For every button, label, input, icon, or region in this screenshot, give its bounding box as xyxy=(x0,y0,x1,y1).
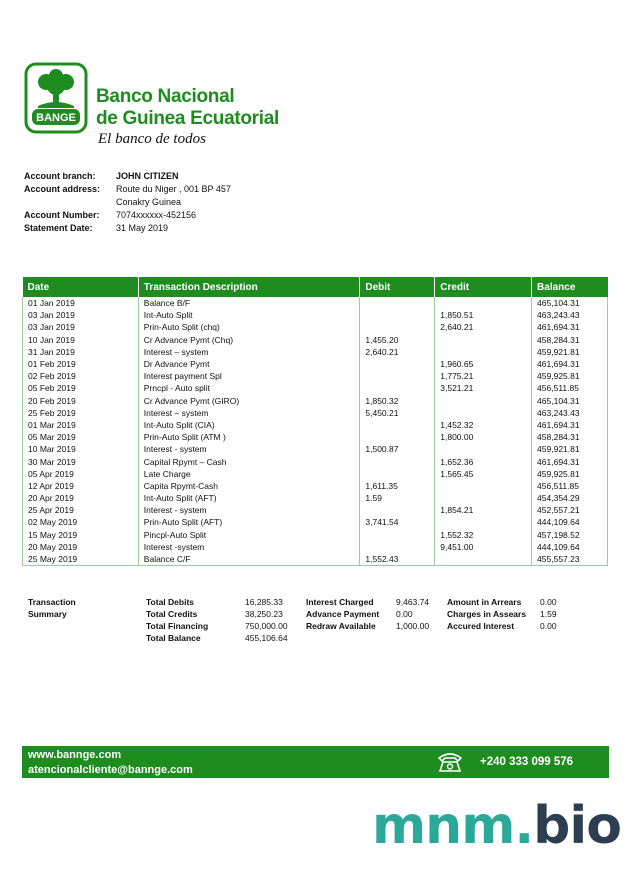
cell-debit xyxy=(360,419,435,431)
table-row xyxy=(23,309,608,321)
cell-debit xyxy=(360,431,435,443)
watermark-part2: bio xyxy=(533,796,621,856)
cell-balance: 459,925.81 xyxy=(532,468,608,480)
cell-credit: 9,451.00 xyxy=(435,541,532,553)
cell-date: 25 May 2019 xyxy=(23,553,139,566)
cell-description: Int-Auto Split xyxy=(138,309,360,321)
cell-description: Capital Rpymt – Cash xyxy=(138,455,360,467)
interest-charged-label: Interest Charged xyxy=(306,597,374,607)
total-credits-label: Total Credits xyxy=(146,609,198,619)
total-balance-value: 455,106.64 xyxy=(245,633,288,643)
cell-date: 05 Apr 2019 xyxy=(23,468,139,480)
cell-balance: 461,694.31 xyxy=(532,419,608,431)
cell-credit xyxy=(435,346,532,358)
cell-date: 03 Jan 2019 xyxy=(23,309,139,321)
cell-date: 15 May 2019 xyxy=(23,529,139,541)
cell-balance: 454,354.29 xyxy=(532,492,608,504)
cell-balance: 461,694.31 xyxy=(532,455,608,467)
cell-balance: 459,925.81 xyxy=(532,370,608,382)
total-debits-value: 16,285.33 xyxy=(245,597,283,607)
total-debits-label: Total Debits xyxy=(146,597,195,607)
table-row xyxy=(23,382,608,394)
account-branch-label: Account branch: xyxy=(24,171,96,181)
accrued-interest-value: 0.00 xyxy=(540,621,557,631)
cell-balance: 456,511.85 xyxy=(532,480,608,492)
accrued-interest-label: Accured Interest xyxy=(447,621,515,631)
cell-debit: 2,640.21 xyxy=(360,346,435,358)
amount-in-arrears-value: 0.00 xyxy=(540,597,557,607)
cell-credit: 1,452.32 xyxy=(435,419,532,431)
cell-debit: 3,741.54 xyxy=(360,516,435,528)
table-row xyxy=(23,516,608,528)
table-row xyxy=(23,419,608,431)
summary-totals-values xyxy=(245,596,288,644)
account-address-row-2 xyxy=(24,196,231,209)
cell-debit: 1,455.20 xyxy=(360,334,435,346)
summary-arrears-labels xyxy=(447,596,526,632)
cell-date: 01 Feb 2019 xyxy=(23,358,139,370)
table-row xyxy=(23,455,608,467)
column-header-credit: Credit xyxy=(435,277,532,297)
table-row xyxy=(23,504,608,516)
cell-description: Pincpl-Auto Split xyxy=(138,529,360,541)
cell-date: 20 Feb 2019 xyxy=(23,395,139,407)
cell-credit: 1,775.21 xyxy=(435,370,532,382)
cell-debit xyxy=(360,541,435,553)
cell-debit: 1,850.32 xyxy=(360,395,435,407)
cell-description: Capita Rpymt-Cash xyxy=(138,480,360,492)
table-row xyxy=(23,553,608,566)
cell-credit xyxy=(435,553,532,566)
cell-description: Int-Auto Split (AFT) xyxy=(138,492,360,504)
cell-date: 12 Apr 2019 xyxy=(23,480,139,492)
bank-name-line1: Banco Nacional xyxy=(96,86,235,107)
cell-description: Interest – system xyxy=(138,346,360,358)
cell-debit xyxy=(360,370,435,382)
cell-date: 01 Jan 2019 xyxy=(23,297,139,309)
table-row xyxy=(23,297,608,309)
advance-payment-label: Advance Payment xyxy=(306,609,380,619)
transactions-table xyxy=(22,277,608,566)
cell-balance: 465,104.31 xyxy=(532,395,608,407)
cell-description: Dr Advance Pymt xyxy=(138,358,360,370)
account-branch-value: JOHN CITIZEN xyxy=(116,171,179,181)
total-financing-value: 750,000.00 xyxy=(245,621,288,631)
cell-date: 01 Mar 2019 xyxy=(23,419,139,431)
cell-debit xyxy=(360,309,435,321)
cell-credit xyxy=(435,297,532,309)
cell-balance: 455,557.23 xyxy=(532,553,608,566)
cell-description: Cr Advance Pymt (GIRO) xyxy=(138,395,360,407)
cell-balance: 457,198.52 xyxy=(532,529,608,541)
cell-balance: 444,109.64 xyxy=(532,541,608,553)
table-row xyxy=(23,480,608,492)
cell-debit xyxy=(360,455,435,467)
bank-name-line2: de Guinea Ecuatorial xyxy=(96,108,279,129)
total-balance-label: Total Balance xyxy=(146,633,201,643)
cell-credit: 1,552.32 xyxy=(435,529,532,541)
table-row xyxy=(23,492,608,504)
cell-balance: 459,921.81 xyxy=(532,346,608,358)
cell-description: Balance C/F xyxy=(138,553,360,566)
cell-credit xyxy=(435,480,532,492)
cell-balance: 461,694.31 xyxy=(532,358,608,370)
cell-debit xyxy=(360,382,435,394)
cell-date: 10 Mar 2019 xyxy=(23,443,139,455)
cell-date: 31 Jan 2019 xyxy=(23,346,139,358)
svg-text:BANGE: BANGE xyxy=(36,112,76,124)
cell-description: Interest payment Spl xyxy=(138,370,360,382)
account-address-label: Account address: xyxy=(24,184,101,194)
cell-description: Cr Advance Pymt (Chq) xyxy=(138,334,360,346)
account-address-line2: Conakry Guinea xyxy=(116,197,182,207)
statement-date-value: 31 May 2019 xyxy=(116,223,169,233)
cell-balance: 463,243.43 xyxy=(532,309,608,321)
cell-date: 20 May 2019 xyxy=(23,541,139,553)
cell-date: 03 Jan 2019 xyxy=(23,321,139,333)
cell-balance: 465,104.31 xyxy=(532,297,608,309)
cell-credit: 1,854.21 xyxy=(435,504,532,516)
total-financing-label: Total Financing xyxy=(146,621,209,631)
cell-credit: 1,800.00 xyxy=(435,431,532,443)
cell-description: Late Charge xyxy=(138,468,360,480)
cell-balance: 463,243.43 xyxy=(532,407,608,419)
cell-debit: 1.59 xyxy=(360,492,435,504)
cell-description: Int-Auto Split (CIA) xyxy=(138,419,360,431)
statement-date-row xyxy=(24,222,231,235)
cell-balance: 459,921.81 xyxy=(532,443,608,455)
column-header-balance: Balance xyxy=(532,277,608,297)
cell-balance: 458,284.31 xyxy=(532,431,608,443)
account-address-row xyxy=(24,183,231,196)
cell-debit: 1,500.87 xyxy=(360,443,435,455)
cell-credit: 1,850.51 xyxy=(435,309,532,321)
cell-description: Prin-Auto Split (ATM ) xyxy=(138,431,360,443)
cell-credit xyxy=(435,516,532,528)
amount-in-arrears-label: Amount in Arrears xyxy=(447,597,522,607)
account-number-row xyxy=(24,209,231,222)
cell-description: Balance B/F xyxy=(138,297,360,309)
cell-date: 05 Mar 2019 xyxy=(23,431,139,443)
cell-debit: 5,450.21 xyxy=(360,407,435,419)
account-number-label: Account Number: xyxy=(24,210,100,220)
summary-totals-labels xyxy=(146,596,208,644)
interest-charged-value: 9,463.74 xyxy=(396,597,430,607)
cell-balance: 456,511.85 xyxy=(532,382,608,394)
summary-title xyxy=(28,596,76,620)
summary-title-line2: Summary xyxy=(28,609,67,619)
watermark xyxy=(372,796,621,856)
telephone-icon xyxy=(436,750,464,774)
cell-credit: 1,565.45 xyxy=(435,468,532,480)
table-row xyxy=(23,346,608,358)
cell-date: 25 Feb 2019 xyxy=(23,407,139,419)
cell-balance: 452,557.21 xyxy=(532,504,608,516)
summary-interest-labels xyxy=(306,596,379,632)
cell-credit: 1,960.65 xyxy=(435,358,532,370)
table-row xyxy=(23,443,608,455)
table-row xyxy=(23,334,608,346)
column-header-debit: Debit xyxy=(360,277,435,297)
bank-slogan: El banco de todos xyxy=(98,131,206,147)
footer-website[interactable]: www.bannge.com xyxy=(28,749,122,761)
table-row xyxy=(23,321,608,333)
cell-debit xyxy=(360,529,435,541)
cell-debit xyxy=(360,297,435,309)
charges-in-arrears-label: Charges in Assears xyxy=(447,609,527,619)
cell-date: 20 Apr 2019 xyxy=(23,492,139,504)
cell-description: Prncpl - Auto split xyxy=(138,382,360,394)
bank-name xyxy=(96,86,279,130)
advance-payment-value: 0.00 xyxy=(396,609,413,619)
cell-credit xyxy=(435,395,532,407)
cell-description: Prin-Auto Split (chq) xyxy=(138,321,360,333)
table-header-row xyxy=(23,277,608,297)
table-row xyxy=(23,370,608,382)
cell-description: Interest - system xyxy=(138,504,360,516)
account-branch-row xyxy=(24,170,231,183)
cell-credit xyxy=(435,334,532,346)
redraw-available-label: Redraw Available xyxy=(306,621,376,631)
table-row xyxy=(23,529,608,541)
cell-credit xyxy=(435,492,532,504)
cell-date: 30 Mar 2019 xyxy=(23,455,139,467)
footer-bar xyxy=(22,746,609,778)
account-info xyxy=(24,170,231,235)
cell-credit: 1,652.36 xyxy=(435,455,532,467)
table-row xyxy=(23,358,608,370)
cell-debit: 1,552.43 xyxy=(360,553,435,566)
redraw-available-value: 1,000.00 xyxy=(396,621,430,631)
cell-credit xyxy=(435,407,532,419)
cell-date: 10 Jan 2019 xyxy=(23,334,139,346)
cell-date: 25 Apr 2019 xyxy=(23,504,139,516)
cell-debit: 1,611.35 xyxy=(360,480,435,492)
column-header-date: Date xyxy=(23,277,139,297)
cell-debit xyxy=(360,358,435,370)
transactions-table-wrap xyxy=(22,277,608,566)
footer-email[interactable]: atencionalcliente@bannge.com xyxy=(28,764,193,776)
transactions-body xyxy=(23,297,608,565)
cell-balance: 461,694.31 xyxy=(532,321,608,333)
summary-title-line1: Transaction xyxy=(28,597,76,607)
table-row xyxy=(23,431,608,443)
cell-credit: 2,640.21 xyxy=(435,321,532,333)
bank-logo xyxy=(24,62,88,134)
total-credits-value: 38,250.23 xyxy=(245,609,283,619)
table-row xyxy=(23,407,608,419)
column-header-description: Transaction Description xyxy=(138,277,360,297)
table-row xyxy=(23,468,608,480)
cell-credit: 3,521.21 xyxy=(435,382,532,394)
statement-date-label: Statement Date: xyxy=(24,223,93,233)
table-row xyxy=(23,541,608,553)
cell-description: Interest - system xyxy=(138,443,360,455)
cell-credit xyxy=(435,443,532,455)
cell-description: Interest -system xyxy=(138,541,360,553)
cell-description: Interest – system xyxy=(138,407,360,419)
account-address-line1: Route du Niger , 001 BP 457 xyxy=(116,184,231,194)
cell-date: 02 May 2019 xyxy=(23,516,139,528)
cell-date: 02 Feb 2019 xyxy=(23,370,139,382)
cell-date: 05 Feb 2019 xyxy=(23,382,139,394)
watermark-part1: mnm. xyxy=(372,796,534,856)
cell-debit xyxy=(360,468,435,480)
account-number-value: 7074xxxxxx-452156 xyxy=(116,210,197,220)
summary-arrears-values xyxy=(540,596,557,632)
summary-interest-values xyxy=(396,596,429,632)
cell-balance: 444,109.64 xyxy=(532,516,608,528)
footer-phone[interactable]: +240 333 099 576 xyxy=(480,756,574,768)
cell-balance: 458,284.31 xyxy=(532,334,608,346)
cell-description: Prin-Auto Split (AFT) xyxy=(138,516,360,528)
table-row xyxy=(23,395,608,407)
charges-in-arrears-value: 1.59 xyxy=(540,609,557,619)
cell-debit xyxy=(360,504,435,516)
cell-debit xyxy=(360,321,435,333)
